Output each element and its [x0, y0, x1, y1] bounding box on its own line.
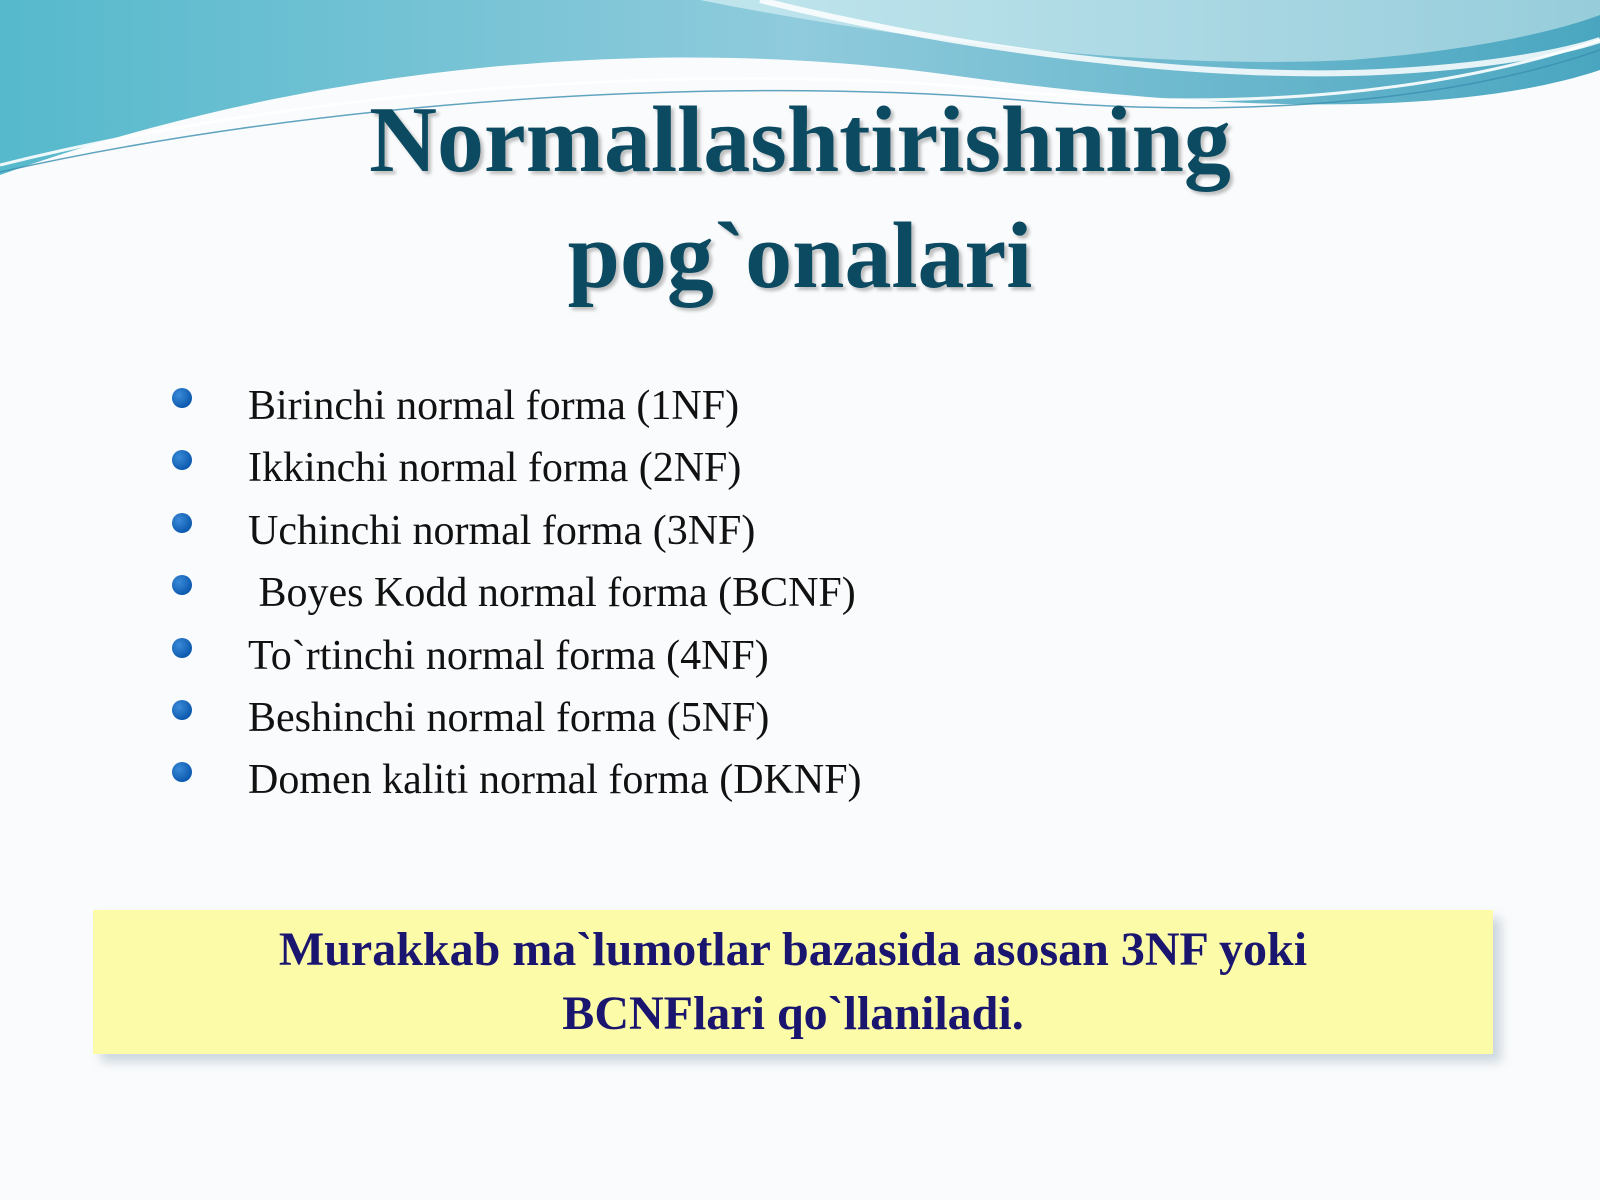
- list-item-label: Uchinchi normal forma (3NF): [248, 507, 756, 554]
- callout-line-2: BCNFlari qo`llaniladi.: [562, 987, 1024, 1040]
- bullet-dot-icon: [172, 513, 192, 533]
- list-item-label: Beshinchi normal forma (5NF): [248, 694, 770, 741]
- highlight-callout-box: [93, 910, 1493, 1054]
- bullet-dot-icon: [172, 388, 192, 408]
- bullet-dot-icon: [172, 450, 192, 470]
- list-item: [170, 500, 862, 562]
- list-item: [170, 375, 862, 437]
- list-item: [170, 562, 862, 624]
- normal-forms-list: [170, 375, 862, 812]
- bullet-dot-icon: [172, 700, 192, 720]
- slide-title: [200, 82, 1400, 314]
- list-item-label: Domen kaliti normal forma (DKNF): [248, 757, 862, 804]
- bullet-dot-icon: [172, 638, 192, 658]
- list-item-label: Ikkinchi normal forma (2NF): [248, 445, 742, 492]
- list-item-label: To`rtinchi normal forma (4NF): [248, 632, 769, 679]
- list-item: [170, 625, 862, 687]
- title-line-1: Normallashtirishning: [369, 88, 1231, 192]
- list-item: [170, 749, 862, 811]
- list-item-label: Birinchi normal forma (1NF): [248, 383, 740, 429]
- list-item-label: Boyes Kodd normal forma (BCNF): [248, 570, 856, 617]
- bullet-dot-icon: [172, 575, 192, 595]
- list-item: [170, 687, 862, 749]
- list-item: [170, 437, 862, 499]
- bullet-dot-icon: [172, 762, 192, 782]
- callout-line-1: Murakkab ma`lumotlar bazasida asosan 3NF yoki: [278, 923, 1308, 976]
- title-line-2: pog`onalari: [567, 204, 1033, 308]
